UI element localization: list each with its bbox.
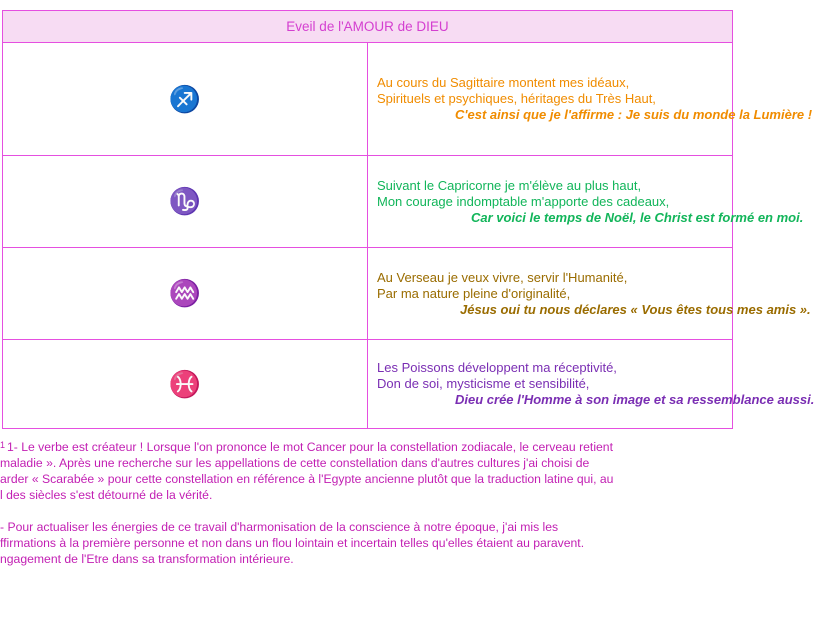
verse-line: Suivant le Capricorne je m'élève au plus haut, <box>377 177 642 193</box>
footnote-line: $^1$ 1- Le verbe est créateur ! Lorsque l'on prononce le mot Cancer pour la constellation zodiacale, le cerveau retient <box>0 440 613 454</box>
table-row <box>3 340 733 429</box>
footnote-line: ffirmations à la première personne et non dans un flou lointain et incertain telles qu'elles étaient au paravent. <box>0 536 585 550</box>
verse-cell <box>368 43 813 156</box>
affirmation-line: Jésus oui tu nous déclares « Vous êtes tous mes amis ». <box>460 301 811 317</box>
verse-cell <box>368 248 811 340</box>
verse-line: Par ma nature pleine d'originalité, <box>377 285 571 301</box>
verse-line: Don de soi, mysticisme et sensibilité, <box>377 376 590 391</box>
footnote-line: - Pour actualiser les énergies de ce travail d'harmonisation de la conscience à notre époque, j'ai mis les <box>0 520 559 534</box>
verse-line: Mon courage indomptable m'apporte des cadeaux, <box>377 193 670 209</box>
table-row <box>3 156 733 248</box>
footnote-line: arder « Scarabée » pour cette constellation en référence à l'Egypte ancienne plutôt que la traduction latine qui, au <box>0 472 614 486</box>
table-title: Eveil de l'AMOUR de DIEU <box>3 11 733 43</box>
sign-cell <box>3 248 368 340</box>
affirmation-line: C'est ainsi que je l'affirme : Je suis du monde la Lumière ! <box>455 107 813 122</box>
footnote-marker: 1 <box>0 440 6 450</box>
verse-line: Spirituels et psychiques, héritages du Très Haut, <box>377 91 656 106</box>
poem-table <box>2 10 814 429</box>
verse-cell <box>368 156 804 248</box>
footnote-line: l des siècles s'est détourné de la vérité. <box>0 488 213 502</box>
sign-cell <box>3 340 368 429</box>
table-row <box>3 248 733 340</box>
sign-cell <box>3 156 368 248</box>
affirmation-line: Car voici le temps de Noël, le Christ est formé en moi. <box>471 209 804 225</box>
verse-cell <box>368 340 814 429</box>
verse-line: Au cours du Sagittaire montent mes idéaux, <box>377 75 630 90</box>
verse-line: Au Verseau je veux vivre, servir l'Humanité, <box>377 269 628 285</box>
affirmation-line: Dieu crée l'Homme à son image et sa ressemblance aussi. <box>455 392 814 407</box>
footnotes <box>0 439 745 567</box>
footnote-line: ngagement de l'Etre dans sa transformation intérieure. <box>0 552 294 566</box>
sign-cell <box>3 43 368 156</box>
sagittarius-icon: ♐ <box>168 83 202 114</box>
pisces-icon: ♓ <box>168 368 202 399</box>
capricorn-icon: ♑ <box>168 186 202 216</box>
footnote-line: maladie ». Après une recherche sur les appellations de cette constellation dans d'autres cultures j'ai choisi de <box>0 456 590 470</box>
verse-line: Les Poissons développent ma réceptivité, <box>377 360 617 375</box>
table-row <box>3 43 733 156</box>
aquarius-icon: ♒ <box>168 278 202 308</box>
